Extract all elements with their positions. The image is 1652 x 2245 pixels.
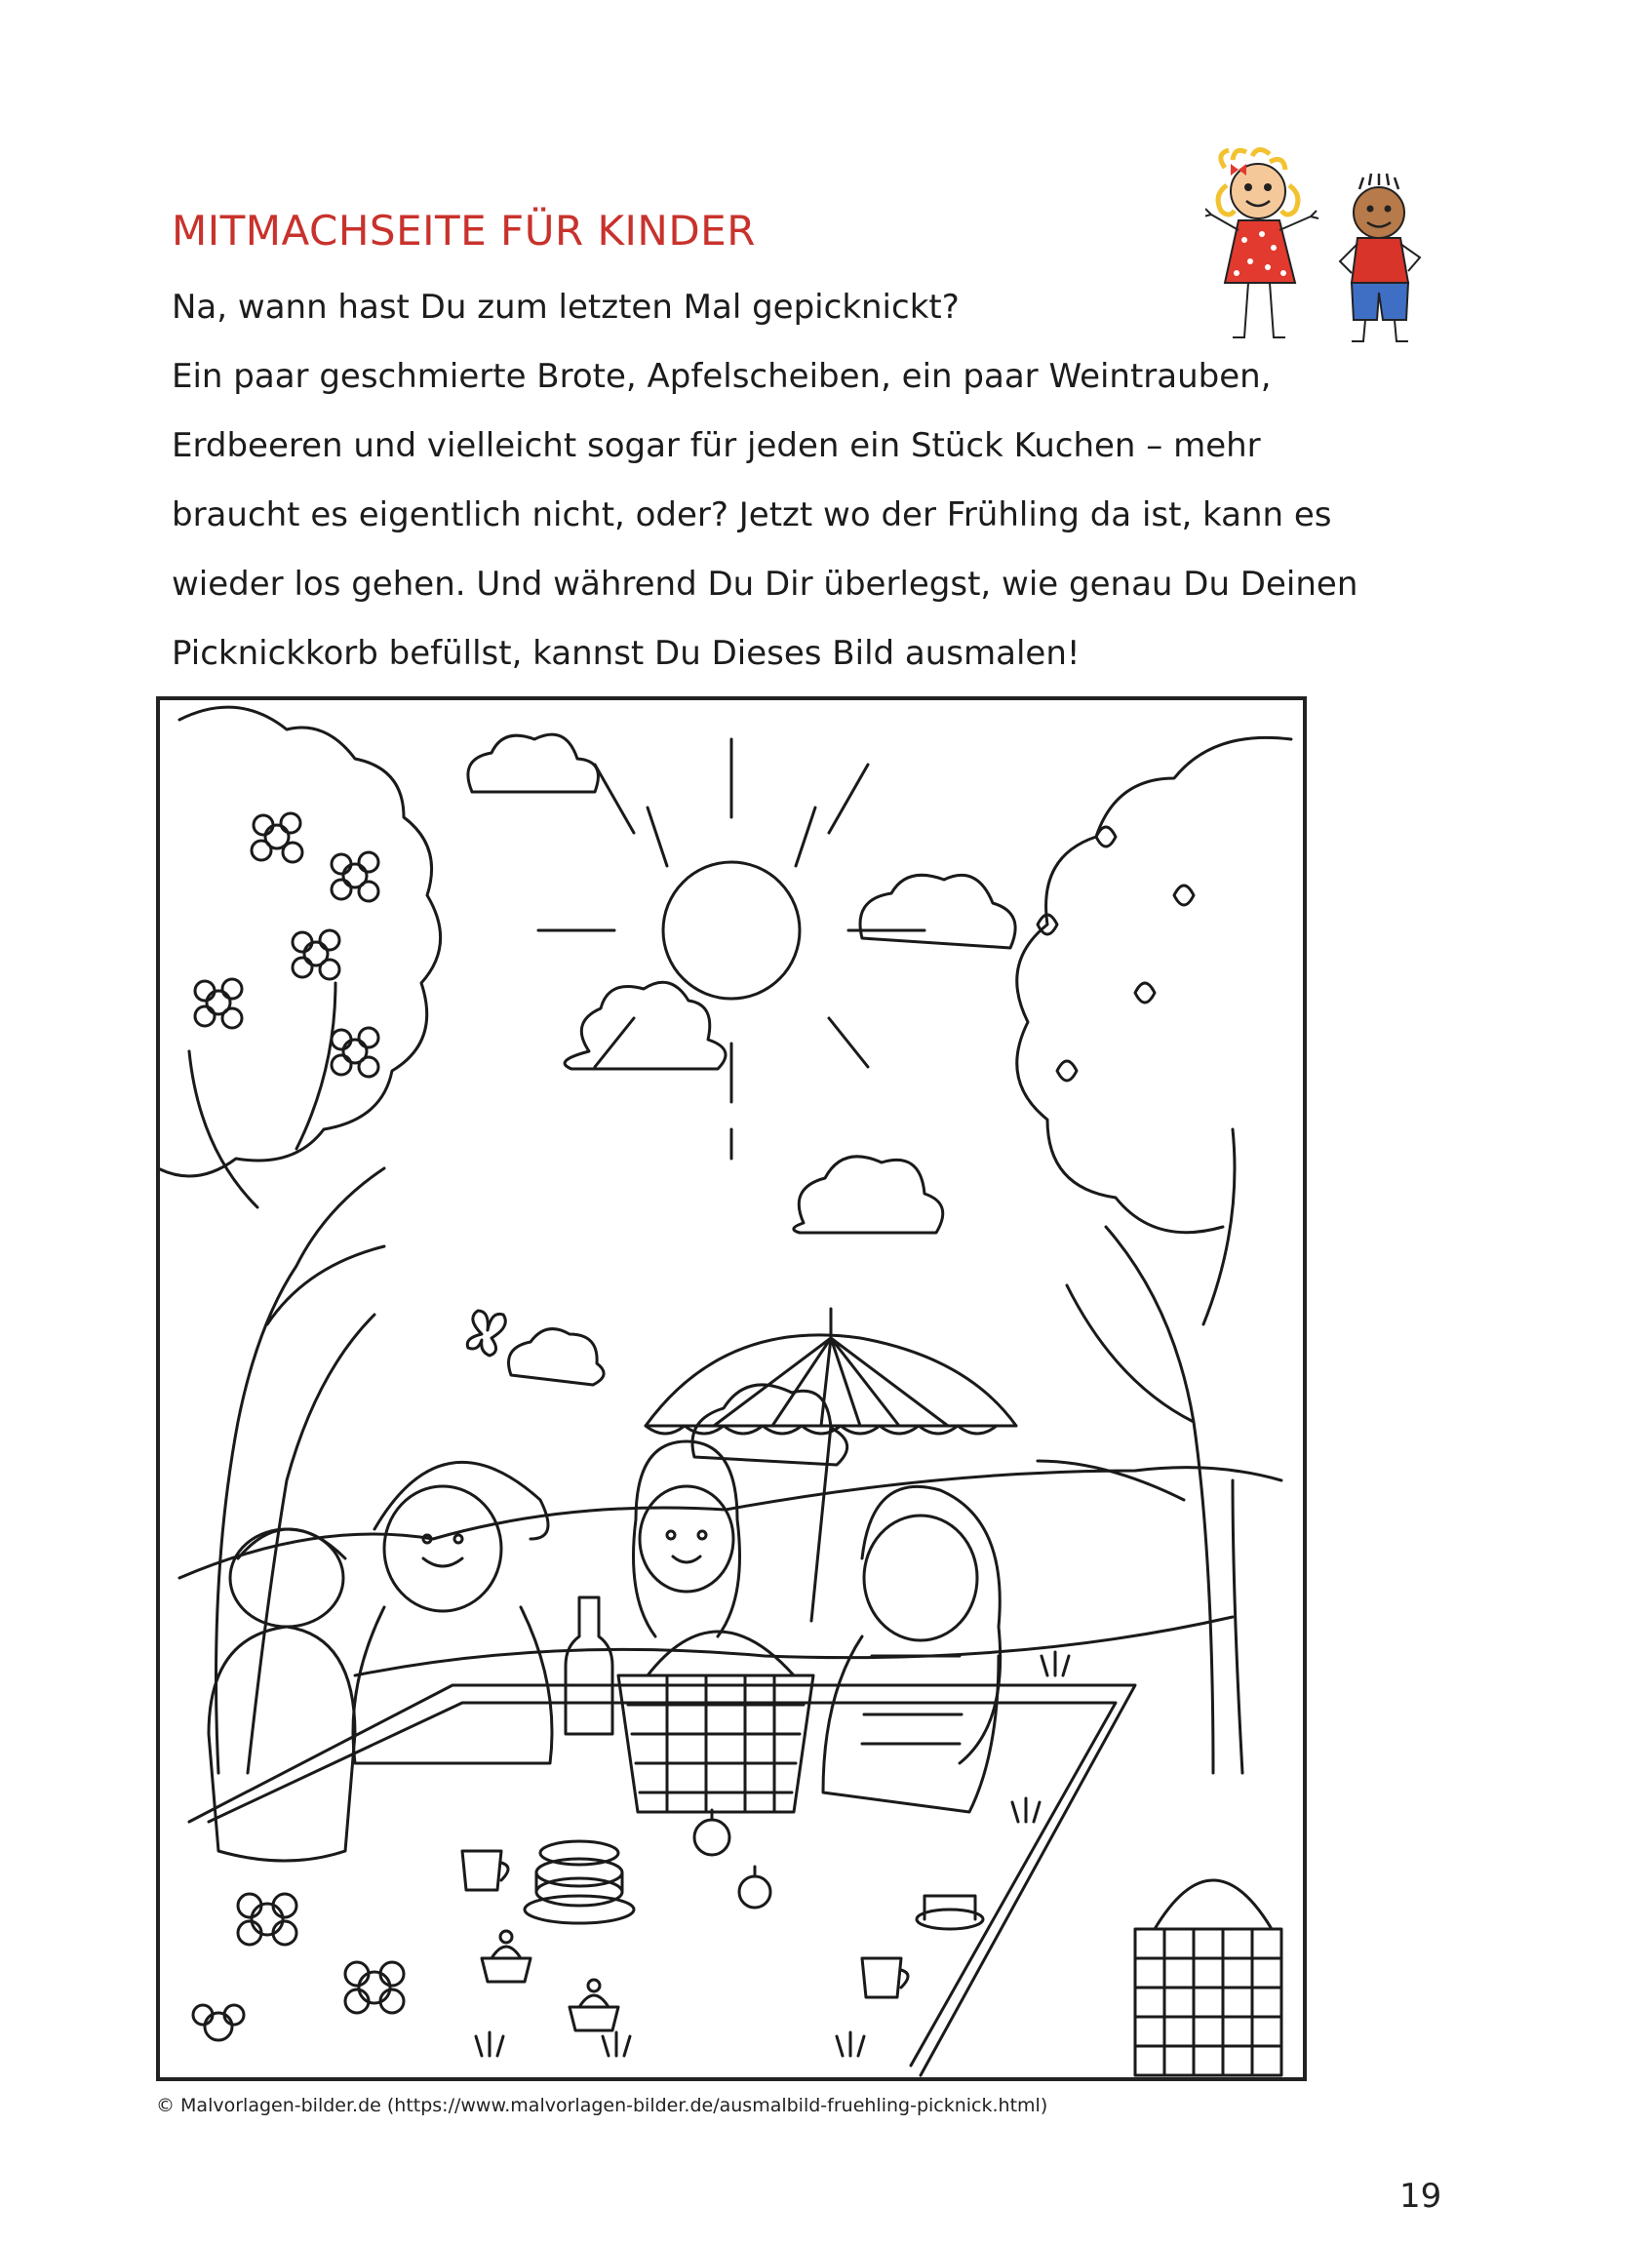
cloud-icon: [468, 734, 599, 792]
apple-icon: [694, 1810, 770, 1908]
butterfly-icon: [467, 1311, 505, 1356]
cup-icon: [862, 1958, 908, 1997]
cake-icon: [917, 1896, 983, 1929]
intro-line: wieder los gehen. Und während Du Dir überlegst, wie genau Du Deinen: [172, 565, 1358, 604]
basket-icon: [618, 1632, 813, 1812]
cake-icon: [570, 1980, 618, 2030]
flower-icon: [252, 813, 302, 862]
hills: [179, 1468, 1281, 1675]
intro-text: [172, 273, 1478, 689]
page-heading: MITMACHSEITE FÜR KINDER: [172, 207, 756, 255]
child-girl-center: [634, 1441, 740, 1636]
intro-line: Picknickkorb befüllst, kannst Du Dieses Bild ausmalen!: [172, 634, 1081, 673]
intro-line: Erdbeeren und vielleicht sogar für jeden ein Stück Kuchen – mehr: [172, 426, 1261, 465]
picnic-blanket: [189, 1685, 1135, 2075]
coloring-picture: [156, 696, 1307, 2081]
flower-icon: [293, 930, 339, 979]
cup-icon: [462, 1851, 508, 1890]
flower-icon: [195, 979, 242, 1028]
intro-line: braucht es eigentlich nicht, oder? Jetzt wo der Frühling da ist, kann es: [172, 495, 1332, 534]
flower-icon: [193, 1894, 404, 2040]
page-number: 19: [1399, 2177, 1442, 2216]
tree-icon: [1017, 737, 1291, 1773]
intro-line: Na, wann hast Du zum letzten Mal gepicknickt?: [172, 288, 960, 327]
pancake-stack-icon: [525, 1841, 634, 1923]
bottle-icon: [566, 1597, 612, 1734]
flower-icon: [332, 1028, 378, 1077]
cake-icon: [482, 1931, 531, 1982]
child-girl-right: [823, 1486, 1001, 1812]
basket-icon: [1135, 1880, 1281, 2075]
intro-line: Ein paar geschmierte Brote, Apfelscheiben, ein paar Weintrauben,: [172, 357, 1272, 396]
tree-icon: [160, 707, 441, 1773]
image-credit: © Malvorlagen-bilder.de (https://www.malvorlagen-bilder.de/ausmalbild-fruehling-picknick.html): [156, 2095, 1048, 2116]
child-girl-hat: [353, 1462, 552, 1763]
cloud-icon: [794, 1157, 943, 1233]
cloud-icon: [509, 1329, 605, 1385]
cloud-icon: [565, 982, 726, 1069]
sun-icon: [538, 739, 924, 1159]
flower-icon: [332, 852, 378, 901]
cloud-icon: [860, 875, 1015, 948]
